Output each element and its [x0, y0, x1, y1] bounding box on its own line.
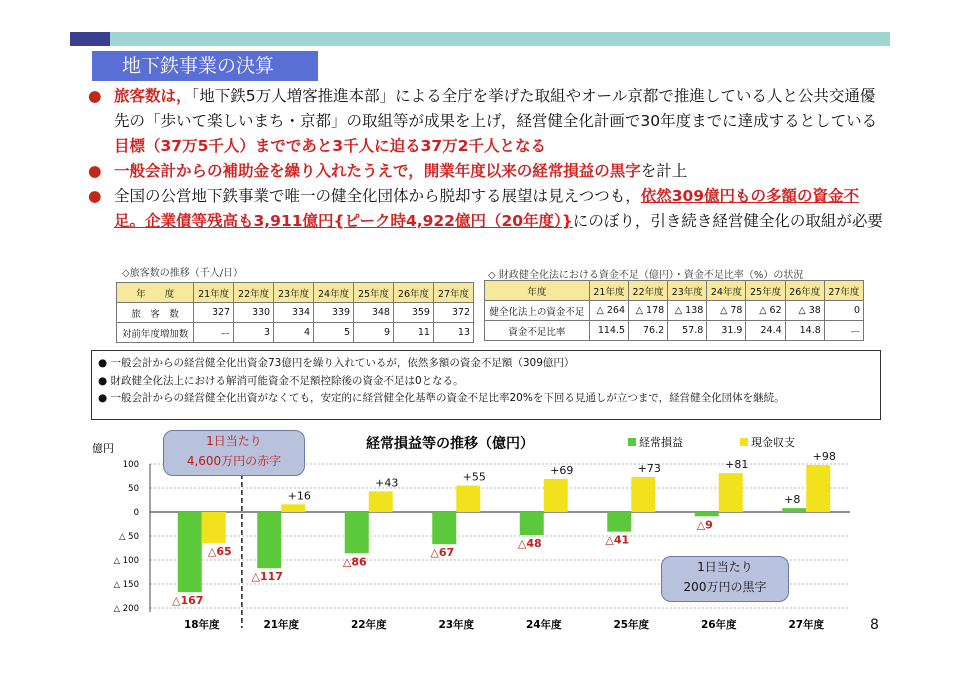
bullet-text-segment: 「地下鉄5万人増客推進本部」による全庁を挙げた取組やオール京都で推進している人と公共交通優先の「歩いて楽しいまち・京都」の取組等が成果を上げ，経営健全化計画で30年度までに達成するとしている: [114, 87, 878, 130]
x-tick-label: 22年度: [350, 619, 387, 631]
chart-bar: [345, 512, 369, 553]
table-cell: 4: [274, 323, 314, 343]
table-cell: ー: [824, 321, 863, 341]
x-tick-label: 21年度: [263, 619, 300, 631]
slide-title: 地下鉄事業の決算: [92, 51, 318, 81]
table-cell: △ 78: [707, 301, 746, 321]
x-tick-label: 26年度: [700, 619, 737, 631]
bullet-text-segment: 目標（37万5千人）までであと3千人に迫る37万2千人となる: [114, 137, 546, 155]
deficit-table-caption: ◇ 財政健全化法における資金不足（億円）・資金不足比率（%）の状況: [488, 270, 804, 281]
table-cell: 11: [393, 323, 433, 343]
data-label: △167: [172, 594, 204, 608]
table-cell: 57.8: [668, 321, 707, 341]
table-header-cell: 23年度: [274, 283, 314, 303]
chart-bar: [369, 491, 393, 512]
chart-bar: [695, 512, 719, 516]
callout-deficit: [163, 430, 305, 476]
data-label: +73: [637, 461, 661, 475]
x-tick-label: 25年度: [613, 619, 650, 631]
bullet-text-segment: 依然309億円もの多額の資金不足。企業債等残高も3,911億円{ピーク時4,922億円（20年度）}: [114, 187, 860, 230]
table-cell: △ 178: [629, 301, 668, 321]
table-row: [485, 301, 864, 321]
x-tick-label: 24年度: [525, 619, 562, 631]
legend-swatch: [740, 438, 748, 446]
chart-bar: [432, 512, 456, 544]
bullet-text-segment: 全国の公営地下鉄事業で唯一の健全化団体から脱却する展望は見えつつも，: [114, 187, 641, 205]
data-label: △41: [605, 533, 630, 547]
x-tick-label: 23年度: [438, 619, 475, 631]
data-label: △117: [251, 570, 283, 584]
table-cell: 14.8: [785, 321, 824, 341]
table-row: [117, 323, 474, 343]
table-header-cell: 年 度: [117, 283, 194, 303]
callout-surplus: [661, 556, 789, 602]
table-cell: 359: [393, 303, 433, 323]
table-cell: 9: [354, 323, 394, 343]
bullet-text-segment: を計上: [640, 162, 688, 180]
bullet-list: [84, 84, 884, 234]
data-label: △67: [430, 546, 455, 560]
table-header-cell: 23年度: [668, 281, 707, 301]
data-label: +43: [375, 476, 399, 490]
table-header-cell: 22年度: [629, 281, 668, 301]
table-cell: 5: [314, 323, 354, 343]
table-header-cell: 22年度: [234, 283, 274, 303]
y-tick-label: 0: [133, 508, 139, 518]
data-label: △9: [696, 518, 713, 532]
table-header-cell: 21年度: [589, 281, 628, 301]
data-label: +69: [550, 463, 574, 477]
data-label: △65: [207, 545, 232, 559]
table-header-cell: 年度: [485, 281, 590, 301]
header-accent-bar: [70, 32, 890, 46]
chart-title: 経常損益等の推移（億円）: [366, 436, 534, 452]
table-cell: 31.9: [707, 321, 746, 341]
y-tick-label: △ 150: [113, 580, 139, 590]
bullet-text-segment: 旅客数は，: [114, 87, 192, 105]
table-row: [485, 321, 864, 341]
chart-bar: [806, 465, 830, 512]
table-cell: 3: [234, 323, 274, 343]
table-cell: △ 138: [668, 301, 707, 321]
bullet-dot-icon: ●: [88, 187, 102, 205]
callout-surplus-line1: 1日当たり: [697, 560, 753, 574]
table-cell: 348: [354, 303, 394, 323]
page-number: 8: [870, 617, 879, 633]
table-cell: 76.2: [629, 321, 668, 341]
table-header-cell: 26年度: [785, 281, 824, 301]
note-item: ● 財政健全化法上における解消可能資金不足額控除後の資金不足は0となる。: [98, 374, 464, 387]
chart-bar: [178, 512, 202, 592]
table-cell: 334: [274, 303, 314, 323]
data-label: +81: [725, 458, 749, 472]
table-header-cell: 25年度: [746, 281, 785, 301]
y-axis-label: 億円: [92, 442, 114, 455]
bullet-text-segment: にのぼり，引き続き経営健全化の取組が必要: [572, 212, 883, 230]
chart-bar: [257, 512, 281, 568]
data-label: +16: [287, 489, 311, 503]
data-label: △48: [517, 537, 542, 551]
bullet-dot-icon: ●: [88, 87, 102, 105]
table-cell: △ 62: [746, 301, 785, 321]
table-header-cell: 21年度: [194, 283, 234, 303]
legend-swatch: [628, 438, 636, 446]
passenger-table-caption: ◇旅客数の推移（千人/日）: [122, 268, 244, 279]
table-header-cell: 27年度: [433, 283, 473, 303]
data-label: +8: [784, 493, 801, 507]
chart-bar: [281, 504, 305, 512]
note-item: ● 一般会計からの経営健全化出資がなくても，安定的に経営健全化基準の資金不足比率20%を下回る見通しが立つまで，経営健全化団体を継続。: [98, 392, 785, 404]
table-cell: 対前年度増加数: [117, 323, 194, 343]
table-header-cell: 27年度: [824, 281, 863, 301]
table-cell: 339: [314, 303, 354, 323]
table-cell: △ 264: [589, 301, 628, 321]
table-header-cell: 25年度: [354, 283, 394, 303]
chart-bar: [456, 486, 480, 512]
table-cell: 旅 客 数: [117, 303, 194, 323]
table-row: [117, 303, 474, 323]
profit-chart: [0, 428, 960, 638]
table-cell: 114.5: [589, 321, 628, 341]
table-cell: △ 38: [785, 301, 824, 321]
note-item: ● 一般会計からの経営健全化出資金73億円を繰り入れているが，依然多額の資金不足額（309億円）: [98, 357, 575, 369]
notes-box: [91, 350, 881, 420]
y-tick-label: △ 200: [113, 604, 139, 614]
table-cell: 330: [234, 303, 274, 323]
chart-bar: [544, 479, 568, 512]
chart-bar: [202, 512, 226, 543]
legend-label: 経常損益: [639, 436, 683, 449]
callout-surplus-line2: 200万円の黒字: [683, 580, 767, 594]
chart-bar: [719, 473, 743, 512]
x-tick-label: 27年度: [788, 619, 825, 631]
data-label: +98: [812, 449, 836, 463]
data-label: +55: [462, 470, 486, 484]
chart-bar: [607, 512, 631, 532]
table-cell: 372: [433, 303, 473, 323]
table-cell: ー: [194, 323, 234, 343]
y-tick-label: △ 100: [113, 556, 139, 566]
bullet-text-segment: 一般会計からの補助金を繰り入れたうえで，開業年度以来の経常損益の黒字: [114, 162, 641, 180]
y-tick-label: 100: [122, 460, 139, 470]
bullet-item: [84, 184, 884, 234]
table-cell: 資金不足比率: [485, 321, 590, 341]
header-accent-left: [70, 32, 110, 46]
legend-label: 現金収支: [751, 436, 795, 449]
callout-deficit-line1: 1日当たり: [206, 434, 262, 448]
table-cell: 13: [433, 323, 473, 343]
table-header-cell: 24年度: [314, 283, 354, 303]
table-cell: 24.4: [746, 321, 785, 341]
chart-bar: [782, 508, 806, 512]
bullet-item: [84, 84, 884, 159]
passenger-table: [116, 282, 474, 343]
table-cell: 0: [824, 301, 863, 321]
bullet-dot-icon: ●: [88, 162, 102, 180]
x-tick-label: 18年度: [183, 619, 220, 631]
table-cell: 327: [194, 303, 234, 323]
callout-deficit-line2: 4,600万円の赤字: [186, 454, 282, 468]
y-tick-label: △ 50: [118, 532, 139, 542]
chart-bar: [520, 512, 544, 535]
chart-bar: [631, 477, 655, 512]
table-header-cell: 24年度: [707, 281, 746, 301]
bullet-item: [84, 159, 884, 184]
data-label: △86: [342, 555, 367, 569]
y-tick-label: 50: [128, 484, 139, 494]
table-header-cell: 26年度: [393, 283, 433, 303]
table-cell: 健全化法上の資金不足: [485, 301, 590, 321]
deficit-table: [484, 280, 864, 341]
